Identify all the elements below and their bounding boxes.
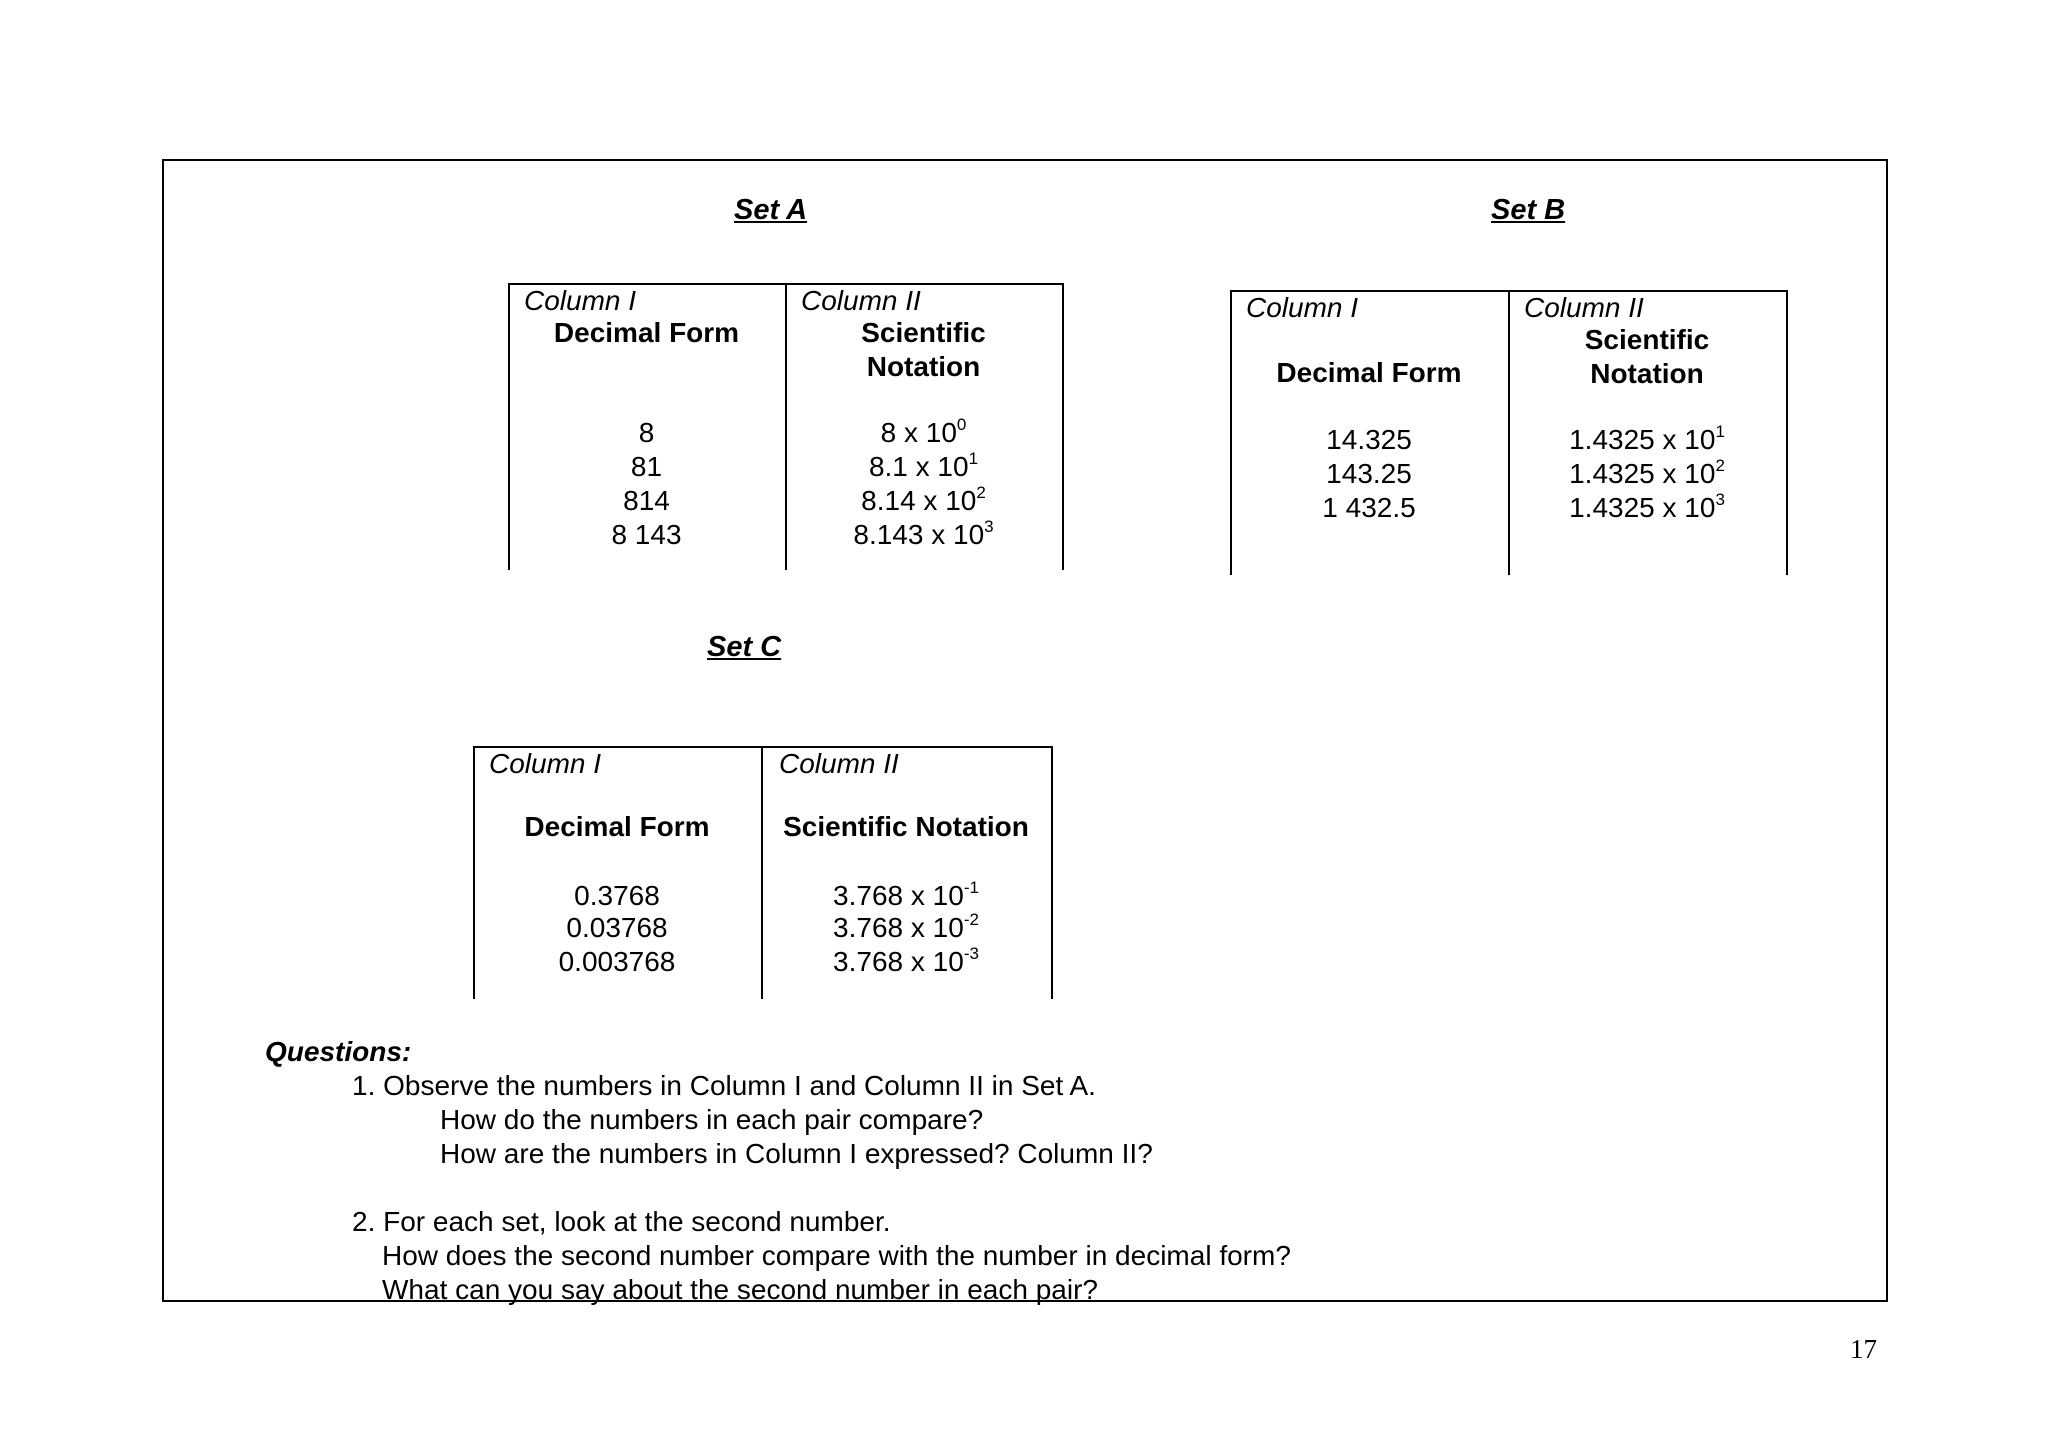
mantissa: 3.768 x 10 — [833, 946, 964, 977]
set-a-scientific-1 — [785, 415, 1062, 448]
set-c-scientific-1 — [761, 878, 1051, 911]
set-c-col2-heading: Scientific Notation — [783, 811, 1029, 842]
exponent: 3 — [1715, 490, 1725, 509]
exponent: 1 — [968, 449, 979, 468]
set-a-col2-heading-line2: Notation — [866, 351, 981, 382]
set-a-decimal-1: 8 — [638, 417, 655, 448]
mantissa: 8.14 x 10 — [861, 485, 977, 516]
exponent: 1 — [1715, 422, 1725, 441]
mantissa: 3.768 x 10 — [833, 880, 964, 911]
set-b-decimal-3: 1 432.5 — [1322, 492, 1416, 523]
exponent: -3 — [963, 944, 979, 963]
set-a-scientific-2 — [785, 449, 1062, 482]
questions-title: Questions: — [265, 1036, 412, 1067]
exponent: 0 — [956, 415, 967, 434]
set-b-table — [1230, 290, 1788, 575]
mantissa: 1.4325 x 10 — [1569, 492, 1716, 523]
question-2-sub-a: How does the second number compare with the number in decimal form? — [382, 1240, 1291, 1271]
set-a-decimal-2: 81 — [630, 451, 663, 482]
set-a-scientific-3 — [785, 483, 1062, 516]
set-c-col2-label: Column II — [779, 748, 899, 779]
set-b-title: Set B — [1491, 194, 1566, 226]
question-1-sub-b: How are the numbers in Column I expressed? Column II? — [440, 1138, 1153, 1169]
mantissa: 8.1 x 10 — [868, 451, 969, 482]
mantissa: 1.4325 x 10 — [1569, 458, 1716, 489]
set-c-decimal-1: 0.3768 — [574, 880, 660, 911]
set-b-decimal-2: 143.25 — [1326, 458, 1412, 489]
set-c-col1-label: Column I — [489, 748, 602, 779]
set-a-col2-label: Column II — [801, 285, 921, 316]
exponent: 3 — [984, 517, 994, 536]
set-c-scientific-3 — [761, 944, 1051, 977]
set-b-col1-heading: Decimal Form — [1276, 357, 1462, 388]
set-c-title: Set C — [707, 631, 782, 663]
question-2-sub-b: What can you say about the second number in each pair? — [382, 1274, 1098, 1305]
set-b-col1-label: Column I — [1246, 292, 1359, 323]
set-a-scientific-4 — [785, 517, 1062, 550]
mantissa: 8.143 x 10 — [853, 519, 985, 550]
exponent: -1 — [963, 878, 979, 897]
set-b-decimal-1: 14.325 — [1326, 424, 1412, 455]
set-a-table — [508, 283, 1064, 570]
set-b-right-border — [1786, 290, 1788, 575]
question-1-sub-a: How do the numbers in each pair compare? — [440, 1104, 984, 1135]
set-a-col2-heading — [785, 316, 1062, 384]
mantissa: 8 x 10 — [880, 417, 957, 448]
question-2: 2. For each set, look at the second number. — [352, 1206, 891, 1237]
page-number: 17 — [1850, 1334, 1877, 1364]
set-c-table — [473, 746, 1053, 999]
set-b-col2-heading — [1508, 323, 1786, 391]
exponent: 2 — [976, 483, 986, 502]
set-a-right-border — [1062, 283, 1064, 570]
set-c-col1-heading: Decimal Form — [524, 811, 710, 842]
set-b-scientific-3 — [1508, 490, 1786, 523]
set-b-col2-heading-line1: Scientific — [1584, 324, 1710, 355]
set-c-scientific-2 — [761, 910, 1051, 943]
set-b-scientific-2 — [1508, 456, 1786, 489]
set-b-col2-label: Column II — [1524, 292, 1644, 323]
set-a-col2-heading-line1: Scientific — [861, 317, 986, 348]
set-c-decimal-3: 0.003768 — [558, 946, 676, 977]
exponent: 2 — [1715, 456, 1725, 475]
mantissa: 1.4325 x 10 — [1569, 424, 1716, 455]
question-1: 1. Observe the numbers in Column I and Column II in Set A. — [352, 1070, 1096, 1101]
set-c-decimal-2: 0.03768 — [566, 912, 668, 943]
set-a-col1-label: Column I — [524, 285, 637, 316]
set-b-col2-heading-line2: Notation — [1590, 358, 1704, 389]
set-a-title: Set A — [734, 194, 808, 226]
mantissa: 3.768 x 10 — [833, 912, 964, 943]
set-b-scientific-1 — [1508, 422, 1786, 455]
exponent: -2 — [963, 910, 979, 929]
set-a-decimal-4: 8 143 — [611, 519, 682, 550]
set-a-decimal-3: 814 — [623, 485, 670, 516]
set-c-right-border — [1051, 746, 1053, 999]
set-a-col1-heading: Decimal Form — [553, 317, 740, 348]
